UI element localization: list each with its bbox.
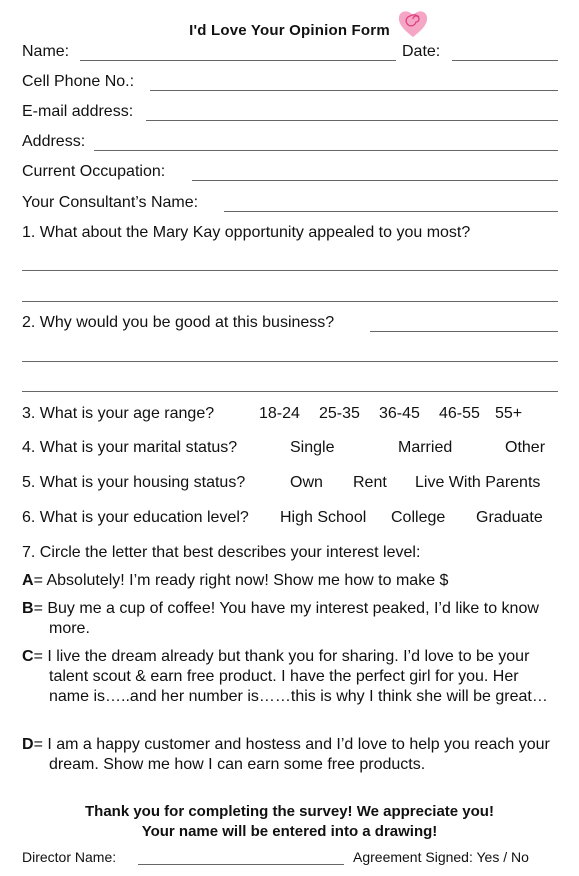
- education-option-graduate[interactable]: Graduate: [476, 509, 543, 526]
- answer-line-q2-b[interactable]: [22, 361, 558, 362]
- question-2: 2. Why would you be good at this business?: [22, 314, 335, 331]
- interest-text-b: = Buy me a cup of coffee! You have my interest peaked, I’d like to know more.: [33, 600, 539, 637]
- director-name-label: Director Name:: [22, 849, 117, 865]
- address-label: Address:: [22, 133, 86, 150]
- cell-phone-field[interactable]: [150, 90, 558, 91]
- date-label: Date:: [402, 43, 441, 60]
- interest-option-c[interactable]: [22, 647, 562, 707]
- answer-line-q2-c[interactable]: [22, 391, 558, 392]
- answer-line-q1-a[interactable]: [22, 270, 558, 271]
- consultant-field[interactable]: [224, 211, 558, 212]
- interest-text-a: = Absolutely! I’m ready right now! Show me how to make $: [33, 572, 449, 589]
- heart-icon: [396, 6, 430, 40]
- drawing-line: Your name will be entered into a drawing!: [141, 823, 438, 840]
- marital-option-other[interactable]: Other: [505, 439, 546, 456]
- interest-option-b[interactable]: [22, 599, 562, 639]
- email-field[interactable]: [146, 120, 558, 121]
- date-field[interactable]: [452, 60, 558, 61]
- question-5: 5. What is your housing status?: [22, 474, 246, 491]
- interest-letter-b: B: [22, 600, 34, 617]
- occupation-field[interactable]: [192, 180, 558, 181]
- cell-phone-label: Cell Phone No.:: [22, 73, 135, 90]
- marital-option-single[interactable]: Single: [290, 439, 335, 456]
- director-name-field[interactable]: [138, 864, 344, 865]
- question-7: 7. Circle the letter that best describes your interest level:: [22, 544, 421, 561]
- interest-letter-a: A: [22, 572, 34, 589]
- agreement-signed-label[interactable]: Agreement Signed: Yes / No: [353, 849, 529, 865]
- marital-option-married[interactable]: Married: [398, 439, 453, 456]
- housing-option-rent[interactable]: Rent: [353, 474, 387, 491]
- name-label: Name:: [22, 43, 70, 60]
- housing-option-own[interactable]: Own: [290, 474, 323, 491]
- email-label: E-mail address:: [22, 103, 134, 120]
- age-option-36-45[interactable]: 36-45: [379, 405, 420, 422]
- answer-line-q1-b[interactable]: [22, 301, 558, 302]
- interest-option-a[interactable]: [22, 571, 562, 591]
- thank-you-line: Thank you for completing the survey! We appreciate you!: [85, 803, 494, 820]
- address-field[interactable]: [94, 150, 558, 151]
- age-option-18-24[interactable]: 18-24: [259, 405, 300, 422]
- form-title: I'd Love Your Opinion Form: [189, 22, 390, 39]
- interest-letter-d: D: [22, 736, 34, 753]
- consultant-label: Your Consultant’s Name:: [22, 194, 199, 211]
- age-option-46-55[interactable]: 46-55: [439, 405, 480, 422]
- interest-option-d[interactable]: [22, 735, 562, 775]
- question-4: 4. What is your marital status?: [22, 439, 238, 456]
- education-option-college[interactable]: College: [391, 509, 446, 526]
- occupation-label: Current Occupation:: [22, 163, 166, 180]
- question-3: 3. What is your age range?: [22, 405, 215, 422]
- interest-text-c: = I live the dream already but thank you for sharing. I’d love to be your talent scout & earn free product. I have the perfect girl for you. Her name is…..and her number is……this is why I think she will be great…: [33, 648, 548, 705]
- interest-letter-c: C: [22, 648, 34, 665]
- name-field[interactable]: [80, 60, 396, 61]
- question-1: 1. What about the Mary Kay opportunity appealed to you most?: [22, 224, 471, 241]
- education-option-high-school[interactable]: High School: [280, 509, 367, 526]
- answer-line-q2-a[interactable]: [370, 331, 558, 332]
- age-option-25-35[interactable]: 25-35: [319, 405, 360, 422]
- question-6: 6. What is your education level?: [22, 509, 249, 526]
- housing-option-parents[interactable]: Live With Parents: [415, 474, 541, 491]
- age-option-55-plus[interactable]: 55+: [495, 405, 523, 422]
- interest-text-d: = I am a happy customer and hostess and I’d love to help you reach your dream. Show me how I can earn some free products.: [33, 736, 550, 773]
